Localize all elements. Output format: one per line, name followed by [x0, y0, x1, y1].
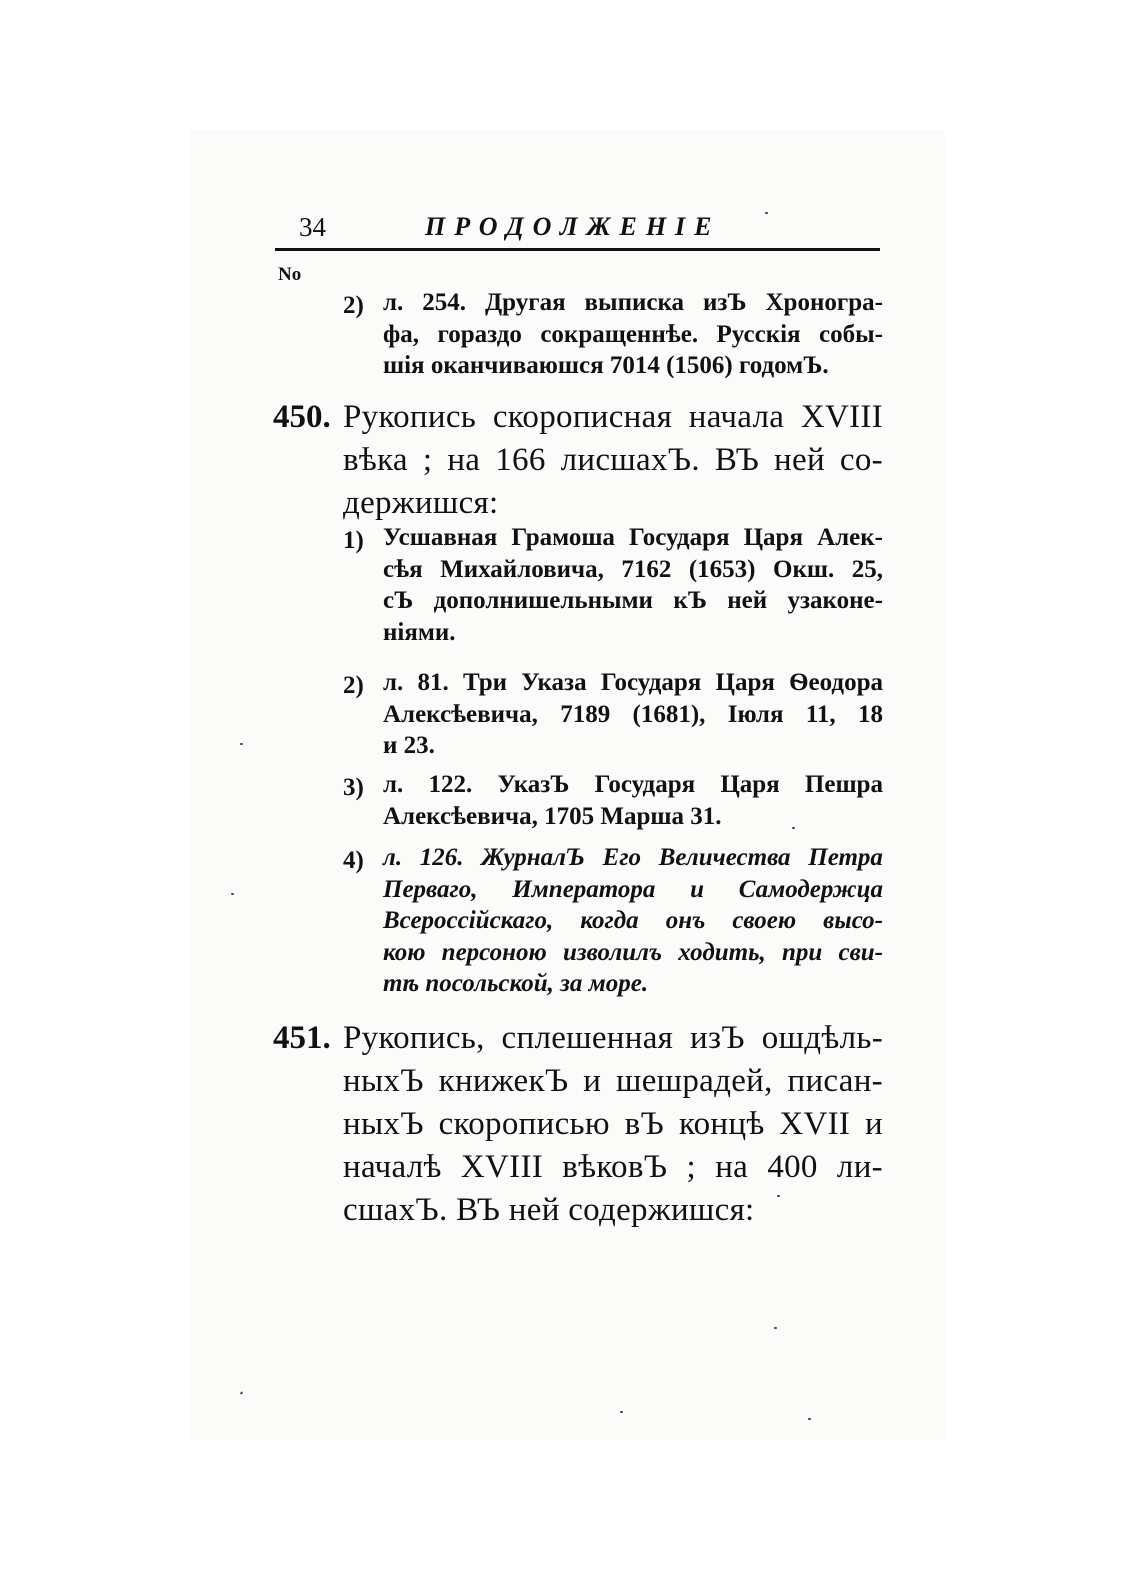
- scan-speck: [777, 1195, 780, 1197]
- word: УказЪ: [497, 771, 570, 798]
- entry-450-item-1-text: [383, 522, 883, 648]
- word: Другая: [484, 289, 566, 316]
- word: (1681),: [632, 700, 706, 728]
- word: изЪ: [702, 289, 747, 316]
- word: выписка: [584, 289, 684, 316]
- text-line: [343, 439, 883, 482]
- word: узаконе-: [787, 587, 883, 614]
- page-number: 34: [299, 212, 326, 242]
- entry-450-item-2-text: [383, 667, 883, 762]
- word: вѣка: [343, 442, 408, 478]
- word: ВЪ: [714, 442, 760, 478]
- word: Перваго,: [383, 875, 478, 903]
- item-number: 2): [343, 292, 364, 319]
- header-rule: [275, 248, 880, 251]
- word: Русскія: [716, 320, 801, 348]
- word: и: [583, 1063, 602, 1099]
- word: своею: [732, 907, 797, 934]
- word: онъ: [665, 907, 706, 934]
- text-line: [383, 937, 883, 969]
- text-line: держишся:: [343, 485, 499, 521]
- word: изЪ: [690, 1020, 745, 1056]
- word: началѣ: [343, 1149, 442, 1185]
- word: Рукопись,: [343, 1020, 485, 1056]
- word: Окш.: [773, 555, 835, 583]
- word: сѣя: [383, 555, 423, 583]
- word: 122.: [428, 771, 473, 798]
- word: концѣ: [678, 1106, 765, 1142]
- word: ней: [727, 587, 768, 614]
- word: Царя: [715, 669, 775, 696]
- entry-450-item-3-text: [383, 769, 883, 832]
- word: сви-: [838, 938, 883, 966]
- text-line: Алексѣевича, 1705 Марша 31.: [383, 802, 722, 830]
- word: скорописью: [438, 1106, 610, 1142]
- running-title: ПРОДОЛЖЕНІЕ: [425, 212, 721, 241]
- word: л.: [383, 771, 404, 798]
- word: собы-: [819, 320, 883, 348]
- word: на: [715, 1149, 749, 1185]
- number-column-label: No: [278, 264, 302, 285]
- item-number: 3): [343, 774, 364, 801]
- word: Алек-: [817, 524, 883, 551]
- word: Три: [462, 669, 507, 696]
- word: при: [781, 938, 823, 966]
- word: изволилъ: [562, 938, 663, 966]
- word: л.: [383, 669, 404, 696]
- text-line: [383, 699, 883, 731]
- word: начала: [688, 399, 785, 435]
- word: Пешра: [804, 771, 883, 798]
- word: и: [690, 875, 705, 903]
- word: ныхЪ: [343, 1063, 424, 1099]
- item-number: 1): [343, 527, 364, 554]
- entry-450-text: [343, 396, 883, 525]
- word: Государя: [600, 669, 702, 696]
- word: Іюля: [727, 700, 784, 728]
- word: ;: [686, 1149, 696, 1185]
- word: 7189: [560, 700, 611, 728]
- word: Его: [602, 844, 642, 871]
- text-line: [343, 1103, 883, 1146]
- word: Самодержца: [738, 875, 883, 903]
- word: XVIII: [800, 399, 883, 435]
- text-line: шія оканчиваюшся 7014 (1506) годомЪ.: [383, 352, 829, 379]
- word: со-: [839, 442, 883, 478]
- text-line: тѣ посольской, за море.: [383, 970, 649, 997]
- scan-speck: [774, 1327, 777, 1329]
- word: вѣковЪ: [562, 1149, 668, 1185]
- word: скорописная: [492, 399, 673, 435]
- text-line: [383, 667, 883, 699]
- text-line: [343, 1060, 883, 1103]
- text-line: ніями.: [383, 618, 456, 646]
- word: л.: [383, 844, 403, 871]
- item-449-2-text: [383, 287, 883, 382]
- scan-speck: [808, 1418, 811, 1420]
- text-line: [383, 319, 883, 351]
- text-line: [343, 396, 883, 439]
- word: Петра: [808, 844, 883, 871]
- scan-speck: [231, 893, 234, 895]
- word: л.: [383, 289, 404, 316]
- word: шешрадей,: [616, 1063, 773, 1099]
- word: XVIII: [460, 1149, 544, 1185]
- word: Императора: [512, 875, 656, 903]
- text-line: [383, 554, 883, 586]
- text-line: и 23.: [383, 732, 435, 759]
- word: фа,: [383, 320, 420, 348]
- word: Государя: [594, 771, 696, 798]
- word: ней: [774, 442, 825, 478]
- word: 18: [857, 700, 883, 728]
- word: Михайловича,: [440, 555, 604, 583]
- word: кою: [383, 938, 426, 966]
- word: 400: [767, 1149, 818, 1185]
- scan-speck: [792, 827, 795, 829]
- text-line: [383, 842, 883, 874]
- entry-450-item-4-text: [383, 842, 883, 1000]
- word: книжекЪ: [438, 1063, 569, 1099]
- word: вЪ: [624, 1106, 665, 1142]
- word: ли-: [836, 1149, 883, 1185]
- item-number: 4): [343, 847, 364, 874]
- word: Царя: [743, 524, 803, 551]
- entry-number-450: 450.: [273, 399, 331, 435]
- word: 11,: [805, 700, 836, 728]
- word: кЪ: [673, 587, 707, 614]
- word: ;: [422, 442, 433, 478]
- word: 81.: [417, 669, 449, 696]
- text-line: [383, 874, 883, 906]
- word: 126.: [419, 844, 464, 871]
- text-line: [383, 905, 883, 937]
- word: гораздо: [437, 320, 522, 348]
- word: Царя: [720, 771, 780, 798]
- word: Алексѣевича,: [383, 700, 538, 728]
- word: сокращеннѣе.: [540, 320, 699, 348]
- word: Хроногра-: [765, 289, 883, 316]
- word: сЪ: [383, 587, 414, 614]
- word: писан-: [787, 1063, 883, 1099]
- text-line: [343, 1146, 883, 1189]
- word: когда: [580, 907, 639, 934]
- text-line: сшахЪ. ВЪ ней содержишся:: [343, 1192, 755, 1228]
- scan-speck: [620, 1411, 623, 1413]
- word: Ѳеодора: [789, 669, 883, 696]
- entry-number-451: 451.: [273, 1020, 331, 1056]
- word: ныхЪ: [343, 1106, 424, 1142]
- text-line: [343, 1017, 883, 1060]
- word: XVII: [779, 1106, 851, 1142]
- word: Величества: [658, 844, 791, 871]
- word: ошдѣль-: [761, 1020, 883, 1056]
- word: (1653): [688, 555, 756, 583]
- word: и: [865, 1106, 883, 1142]
- word: персоною: [441, 938, 547, 966]
- scan-speck: [240, 743, 243, 745]
- word: Указа: [521, 669, 587, 696]
- word: дополнишельными: [433, 587, 653, 614]
- word: Государя: [629, 524, 730, 551]
- word: сплешенная: [501, 1020, 674, 1056]
- word: Усшавная: [383, 524, 498, 551]
- scan-speck: [765, 212, 768, 214]
- word: 166: [495, 442, 546, 478]
- item-number: 2): [343, 672, 364, 699]
- text-line: [383, 769, 883, 801]
- word: 7162: [621, 555, 672, 583]
- word: лисшахЪ.: [560, 442, 700, 478]
- word: Грамоша: [511, 524, 615, 551]
- word: 254.: [422, 289, 466, 316]
- text-line: [383, 287, 883, 319]
- word: высо-: [823, 907, 883, 934]
- entry-451-text: [343, 1017, 883, 1232]
- word: 25,: [851, 555, 883, 583]
- text-line: [383, 522, 883, 554]
- word: ходить,: [678, 938, 766, 966]
- word: Рукопись: [343, 399, 477, 435]
- word: ЖурналЪ: [481, 844, 585, 871]
- page-header: [275, 208, 880, 248]
- text-line: [383, 585, 883, 617]
- word: на: [447, 442, 481, 478]
- word: Всероссійскаго,: [383, 907, 554, 934]
